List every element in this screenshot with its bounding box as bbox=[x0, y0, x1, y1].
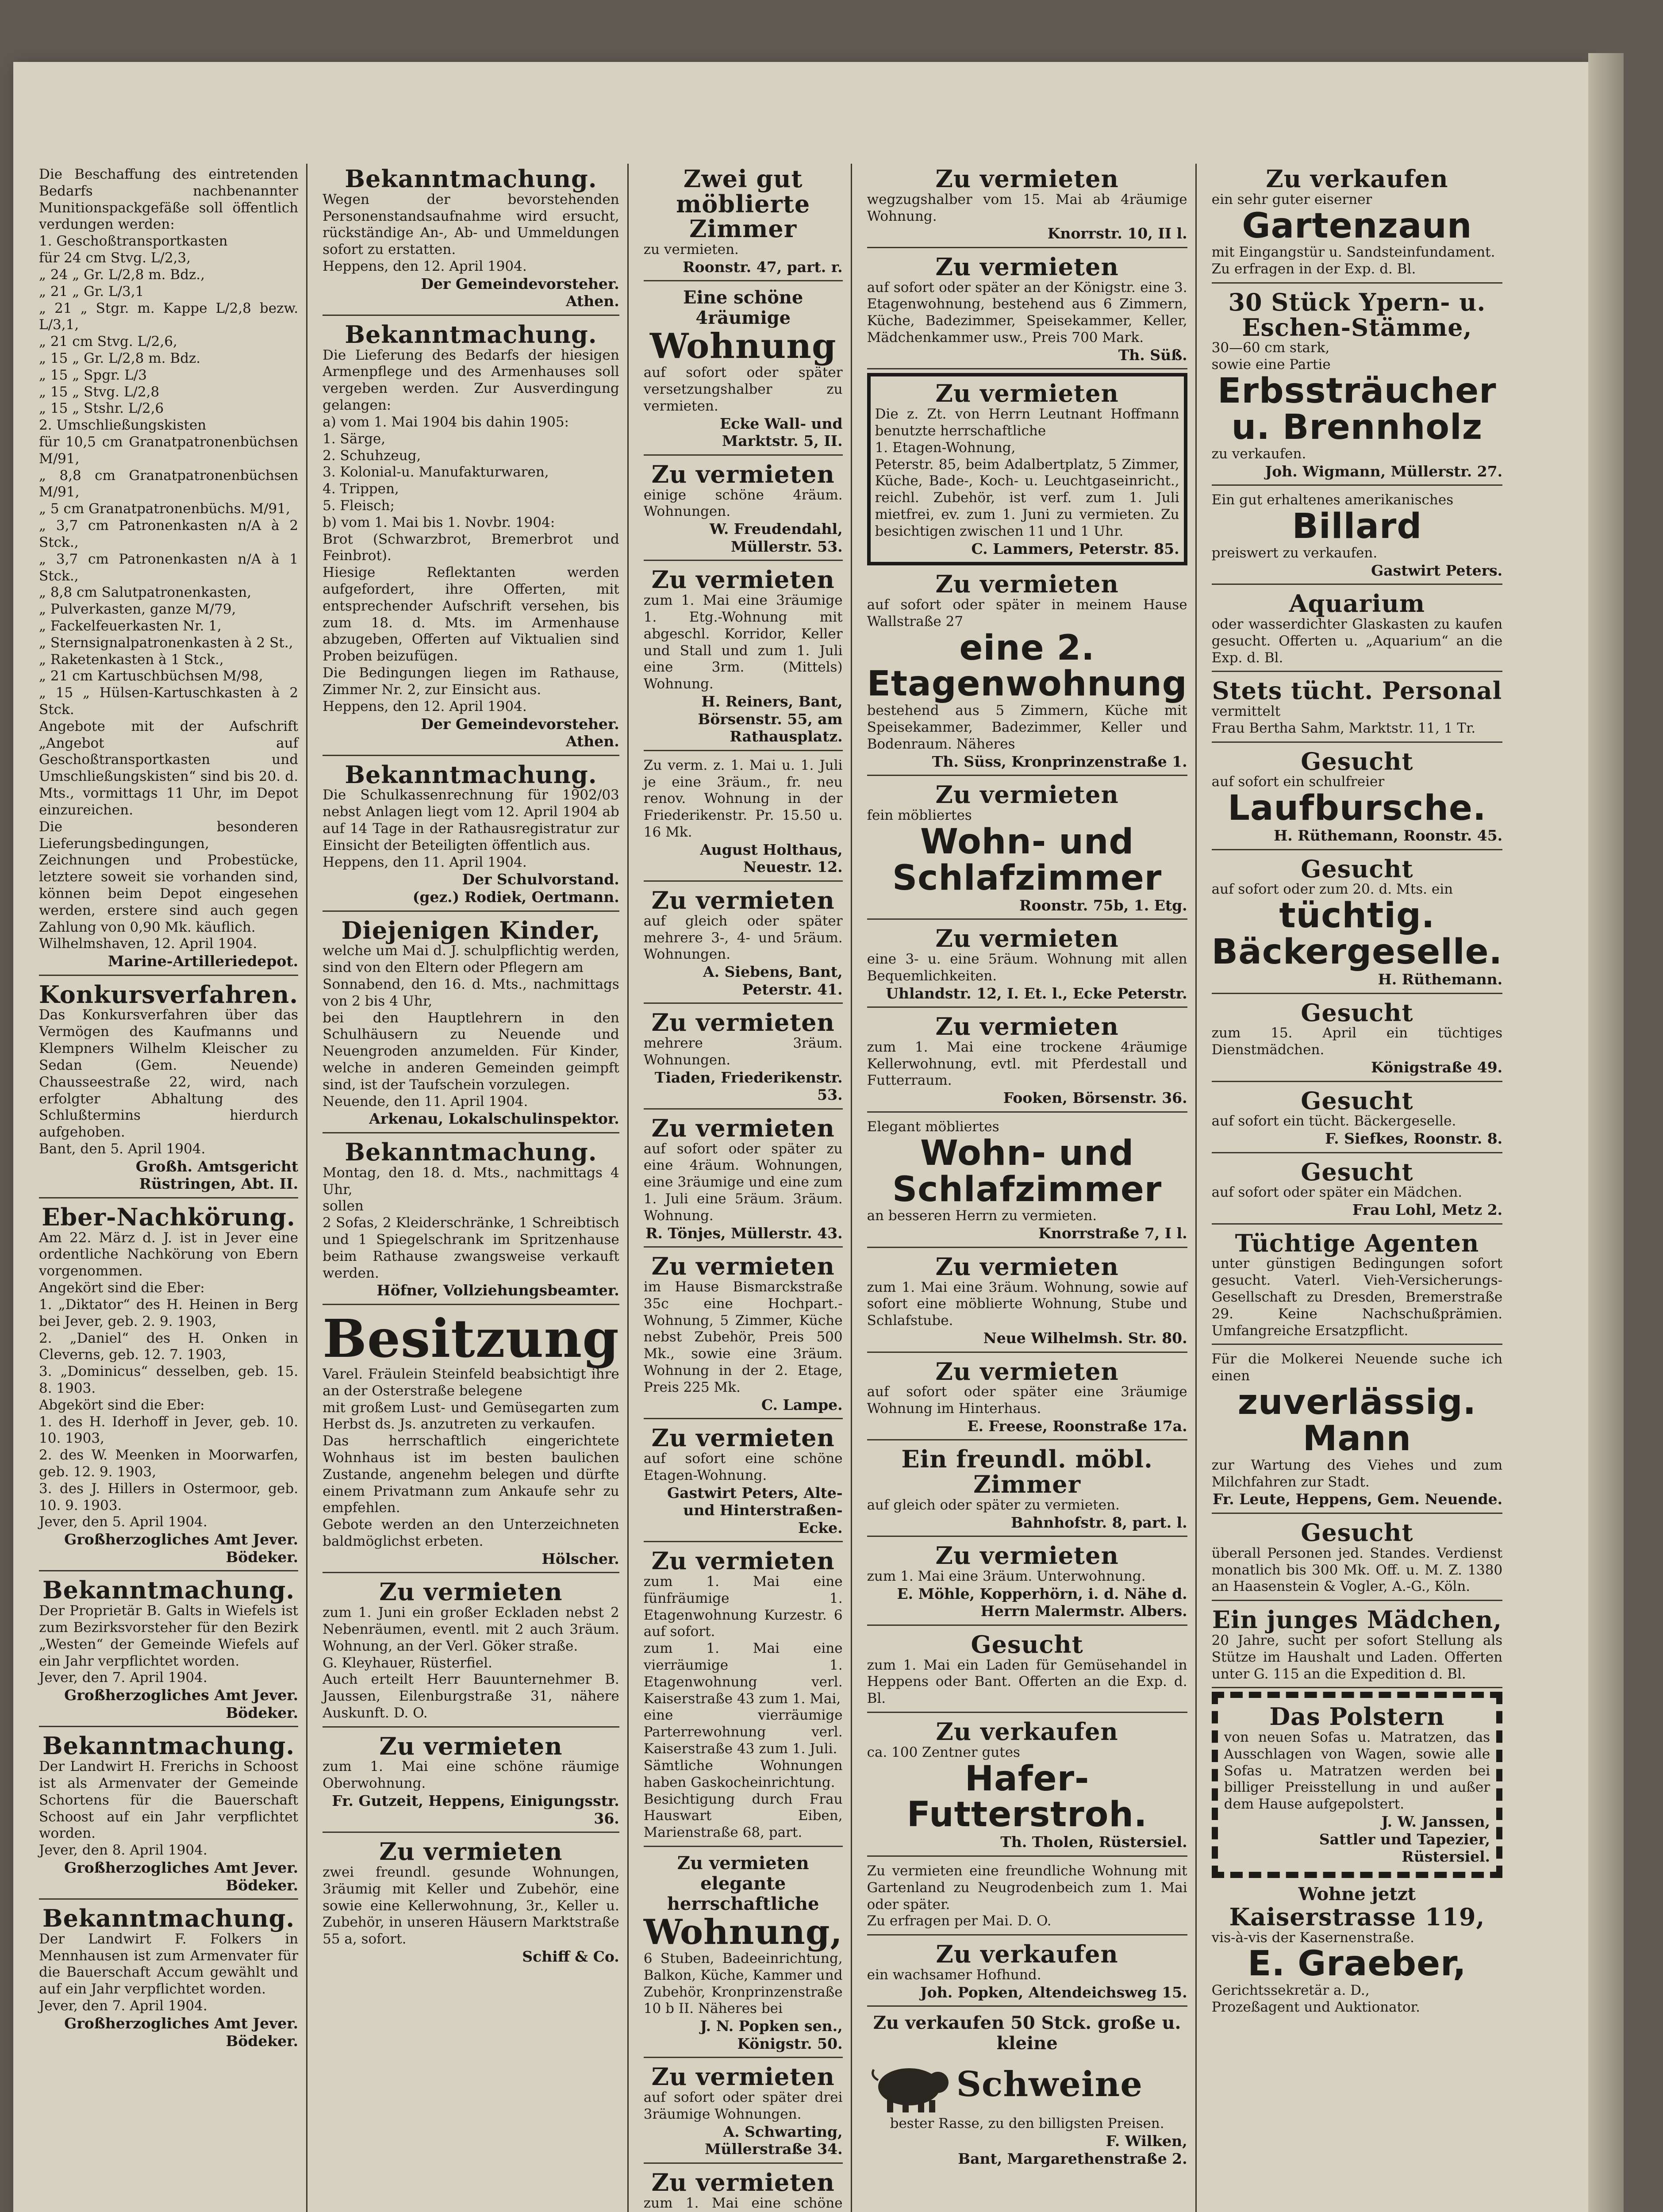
ad-headline: Gesucht bbox=[1301, 1086, 1413, 1115]
ad-headline: Zu vermieten bbox=[651, 1008, 835, 1037]
advertisement bbox=[867, 373, 1187, 565]
ad-body: auf sofort ein schulfreier bbox=[1211, 774, 1385, 790]
ad-headline: Gesucht bbox=[1301, 1157, 1413, 1186]
ad-signature: August Holthaus, Neuestr. 12. bbox=[700, 841, 843, 876]
advertisement bbox=[323, 760, 619, 912]
ad-signature: Großherzogliches Amt Jever. Bödeker. bbox=[64, 1859, 299, 1894]
ad-headline: Kaiserstrasse 119, bbox=[1229, 1902, 1485, 1931]
ad-headline: Eber-Nachkörung. bbox=[42, 1202, 296, 1231]
ad-feature-line: Wohn- und Schlafzimmer bbox=[892, 822, 1162, 898]
ad-signature: E. Freese, Roonstraße 17a. bbox=[967, 1417, 1187, 1435]
ad-signature: Gastwirt Peters. bbox=[1371, 561, 1503, 579]
ad-body: auf sofort eine schöne Etagen-Wohnung. bbox=[643, 1450, 843, 1483]
ad-headline: Schweine bbox=[956, 2064, 1143, 2105]
ad-signature: C. Lammers, Peterstr. 85. bbox=[971, 540, 1179, 557]
ad-body: zwei freundl. gesunde Wohnungen, 3räumig mit Keller und Zubehör, eine sowie eine Kellerwohnung, 3r., Keller u. Zubehör, in unseren Häusern Marktstraße 55 a, sofort. bbox=[323, 1864, 619, 1947]
ad-signature: Ecke Wall- und Marktstr. 5, II. bbox=[720, 415, 843, 450]
advertisement bbox=[1212, 1348, 1503, 1514]
ad-feature-line: E. Graeber, bbox=[1248, 1944, 1467, 1984]
ad-signature: F. Wilken, Bant, Margarethenstraße 2. bbox=[958, 2132, 1187, 2167]
advertisement bbox=[644, 1007, 843, 1110]
advertisement bbox=[39, 1731, 298, 1900]
ad-body: bester Rasse, zu den billigsten Preisen. bbox=[890, 2116, 1164, 2132]
ad-headline: Zu vermieten bbox=[379, 1732, 563, 1760]
advertisement bbox=[644, 1113, 843, 1248]
ad-headline: Ein freundl. möbl. Zimmer bbox=[901, 1445, 1153, 1499]
advertisement bbox=[644, 2167, 843, 2212]
advertisement bbox=[867, 1116, 1187, 1248]
advertisement bbox=[1212, 1086, 1503, 1153]
ad-signature: Roonstr. 47, part. r. bbox=[683, 258, 843, 276]
advertisement bbox=[867, 1011, 1187, 1113]
ad-headline: Zu vermieten bbox=[651, 565, 835, 594]
column-2 bbox=[319, 164, 629, 2212]
advertisement bbox=[323, 1577, 619, 1727]
ad-headline: Gesucht bbox=[971, 1630, 1083, 1659]
advertisement bbox=[867, 164, 1187, 248]
advertisement bbox=[867, 252, 1187, 370]
ad-body: Der Proprietär B. Galts in Wiefels ist zum Bezirksvorsteher für den Bezirk „Westen“ der Gemeinde Wiefels auf ein Jahr verpflichtet worden. Jever, den 7. April 1904. bbox=[39, 1603, 299, 1686]
ad-signature: Fr. Leute, Heppens, Gem. Neuende. bbox=[1212, 1490, 1503, 1508]
ad-body: von neuen Sofas u. Matratzen, das Ausschlagen von Wagen, sowie alle Sofas u. Matratzen werden bei billiger Preisstellung in und außer dem Hause aufgepolstert. bbox=[1224, 1729, 1490, 1813]
advertisement bbox=[644, 1251, 843, 1419]
ad-headline: Bekanntmachung. bbox=[42, 1732, 295, 1760]
ad-headline: Zu vermieten bbox=[935, 780, 1119, 809]
ad-headline: Tüchtige Agenten bbox=[1235, 1229, 1479, 1257]
advertisement bbox=[323, 1731, 619, 1833]
ad-body: wegzugshalber vom 15. Mai ab 4räumige Wohnung. bbox=[867, 191, 1187, 224]
ad-signature: Großherzogliches Amt Jever. Bödeker. bbox=[64, 1531, 299, 1566]
ad-headline: Zu vermieten bbox=[379, 1578, 563, 1606]
advertisement bbox=[867, 1629, 1187, 1713]
ad-body: zum 15. April ein tüchtiges Dienstmädchen. bbox=[1211, 1025, 1503, 1058]
advertisement bbox=[1212, 164, 1503, 284]
ad-body: Ein gut erhaltenes amerikanisches bbox=[1211, 492, 1454, 508]
ad-body: Für die Molkerei Neuende suche ich einen bbox=[1211, 1351, 1503, 1384]
advertisement bbox=[1212, 676, 1503, 742]
advertisement bbox=[867, 923, 1187, 1008]
advertisement bbox=[1212, 1228, 1503, 1345]
advertisement bbox=[867, 569, 1187, 776]
advertisement bbox=[1212, 287, 1503, 486]
ad-signature: Großherzogliches Amt Jever. Bödeker. bbox=[64, 2014, 299, 2050]
advertisement bbox=[323, 1309, 619, 1573]
ad-headline: Das Polstern bbox=[1269, 1702, 1445, 1731]
ad-body: zum 1. Juni ein großer Eckladen nebst 2 Nebenräumen, eventl. mit 2 auch 3räum. Wohnung, an der Verl. Göker straße. G. Kleyhauer, Rüsterfiel. Auch erteilt Herr Bauunternehmer B. Jaussen, Eilenburgstraße 31, nähere Auskunft. D. O. bbox=[323, 1605, 619, 1721]
ad-columns bbox=[35, 164, 1566, 2212]
ad-body: zum 1. Mai ein Laden für Gemüsehandel in Heppens oder Bant. Offerten an die Exp. d. Bl. bbox=[867, 1657, 1187, 1707]
ad-headline: Zu vermieten bbox=[651, 1114, 835, 1142]
advertisement bbox=[644, 1546, 843, 1847]
advertisement bbox=[39, 164, 298, 976]
ad-headline: Zu vermieten bbox=[935, 1012, 1119, 1041]
ad-signature: Der Schulvorstand. (gez.) Rodiek, Oertmann. bbox=[412, 871, 619, 906]
ad-intro: Zu vermieten elegante herrschaftliche bbox=[667, 1852, 819, 1914]
advertisement bbox=[1212, 1517, 1503, 1601]
ad-signature: Frau Lohl, Metz 2. bbox=[1352, 1201, 1503, 1219]
ad-signature: A. Schwarting, Müllerstraße 34. bbox=[705, 2123, 843, 2158]
advertisement bbox=[1212, 746, 1503, 850]
ad-body: einige schöne 4räum. Wohnungen. bbox=[643, 487, 843, 520]
ad-signature: Königstraße 49. bbox=[1371, 1058, 1503, 1076]
ad-body-continued: zu verkaufen. bbox=[1211, 445, 1306, 462]
ad-signature: Knorrstraße 7, I l. bbox=[1038, 1225, 1187, 1242]
pig-icon bbox=[867, 2054, 951, 2116]
ad-body: auf sofort oder später in meinem Hause Wallstraße 27 bbox=[867, 596, 1187, 630]
ad-body: auf sofort oder später eine 3räumige Wohnung im Hinterhaus. bbox=[867, 1384, 1187, 1417]
ad-headline: Zu verkaufen bbox=[1266, 165, 1448, 193]
ad-headline: Zu vermieten bbox=[651, 460, 835, 488]
newspaper-page bbox=[13, 62, 1588, 2212]
advertisement bbox=[867, 1939, 1187, 2007]
ad-feature-line: tüchtig. Bäckergeselle. bbox=[1211, 896, 1503, 972]
ad-signature: Höfner, Vollziehungsbeamter. bbox=[376, 1282, 619, 1299]
ad-body-continued: Gerichtssekretär a. D., Prozeßagent und Auktionator. bbox=[1211, 1982, 1420, 2016]
ad-signature: Bahnhofstr. 8, part. l. bbox=[1010, 1513, 1187, 1531]
ad-intro: Zu verkaufen 50 Stck. große u. kleine bbox=[873, 2012, 1181, 2054]
ad-signature: Th. Tholen, Rüstersiel. bbox=[1000, 1833, 1187, 1851]
advertisement bbox=[644, 885, 843, 1004]
ad-feature-line: zuverlässig. Mann bbox=[1237, 1382, 1477, 1459]
ad-signature: Joh. Wigmann, Müllerstr. 27. bbox=[1265, 462, 1503, 480]
ad-body: ein sehr guter eiserner bbox=[1211, 191, 1372, 207]
ad-signature: Joh. Popken, Altendeichsweg 15. bbox=[920, 1983, 1187, 2001]
advertisement bbox=[39, 1575, 298, 1727]
advertisement bbox=[323, 1137, 619, 1305]
ad-signature: W. Freudendahl, Müllerstr. 53. bbox=[709, 520, 843, 555]
advertisement bbox=[323, 164, 619, 316]
ad-body: Am 22. März d. J. ist in Jever eine ordentliche Nachkörung von Ebern vorgenommen. Angekört sind die Eber: 1. „Diktator“ des H. Heinen in Berg bei Jever, geb. 2. 9. 1903, 2. „Daniel“ des H. Onken in Cleverns, geb. 12. 7. 1903, 3. „Dominicus“ desselben, geb. 15. 8. 1903. Abgekört sind die Eber: 1. des H. Iderhoff in Jever, geb. 10. 10. 1903, 2. des W. Meenken in Moorwarfen, geb. 12. 9. 1903, 3. des J. Hillers in Ostermoor, geb. 10. 9. 1903. Jever, den 5. April 1904. bbox=[39, 1229, 299, 1530]
ad-body: überall Personen jed. Standes. Verdienst monatlich bis 300 Mk. Off. u. M. Z. 1380 an Haasenstein & Vogler, A.-G., Köln. bbox=[1211, 1545, 1503, 1595]
advertisement bbox=[1212, 489, 1503, 585]
ad-headline: Bekanntmachung. bbox=[345, 760, 597, 789]
ad-body: zum 1. Mai eine 3räum. Unterwohnung. bbox=[867, 1568, 1146, 1584]
ad-headline: Aquarium bbox=[1289, 589, 1425, 618]
ad-body: welche um Mai d. J. schulpflichtig werden, sind von den Eltern oder Pflegern am Sonnabend, den 16. d. Mts., nachmittags von 2 bis 4 Uhr, bei den Hauptlehrern in den Schulhäusern zu Neuende und Neuengroden anzumelden. Für Kinder, welche in anderen Gemeinden geimpft sind, ist der Taufschein vorzulegen. Neuende, den 11. April 1904. bbox=[323, 943, 619, 1110]
ad-headline: Ein junges Mädchen, bbox=[1212, 1605, 1502, 1634]
advertisement bbox=[867, 1356, 1187, 1441]
ad-body: zum 1. Mai eine schöne räumige Oberwohnung. bbox=[323, 1759, 619, 1792]
ad-signature: Der Gemeindevorsteher. Athen. bbox=[421, 275, 619, 310]
advertisement bbox=[1212, 1882, 1503, 2020]
ad-headline: Zu vermieten bbox=[379, 1837, 563, 1866]
ad-body: vermittelt Frau Bertha Sahm, Marktstr. 11, 1 Tr. bbox=[1211, 703, 1476, 736]
ad-body: Die Beschaffung des eintretenden Bedarfs nachbenannter Munitionspackgefäße soll öffentlich verdungen werden: 1. Geschoßtransportkasten für 24 cm Stvg. L/2,3, „ 24 „ Gr. L/2,8 m. Bdz., „ 21 „ Gr. L/3,1 „ 21 „ Stgr. m. Kappe L/2,8 bezw. L/3,1, „ 21 cm Stvg. L/2,6, „ 15 „ Gr. L/2,8 m. Bdz. „ 15 „ Spgr. L/3 „ 15 „ Stvg. L/2,8 „ 15 „ Stshr. L/2,6 2. Umschließungskisten für 10,5 cm Granatpatronenbüchsen M/91, „ 8,8 cm Granatpatronenbüchsen M/91, „ 5 cm Granatpatronenbüchs. M/91, „ 3,7 cm Patronenkasten n/A à 2 Stck., „ 3,7 cm Patronenkasten n/A à 1 Stck., „ 8,8 cm Salutpatronenkasten, „ Pulverkasten, ganze M/79, „ Fackelfeuerkasten Nr. 1, „ Sternsignalpatronenkasten à 2 St., „ Raketenkasten à 1 Stck., „ 21 cm Kartuschbüchsen M/98, „ 15 „ Hülsen-Kartuschkasten à 2 Stck. Angebote mit der Aufschrift „Angebot auf Geschoßtransportkasten und Umschließungskisten“ sind bis 20. d. Mts., vormittags 11 Uhr, im Depot einzureichen. Die besonderen Lieferungsbedingungen, Zeichnungen und Probestücke, letztere soweit sie vorhanden sind, können beim Depot eingesehen werden, erstere sind auch gegen Zahlung von 0,90 Mk. käuflich. Wilhelmshaven, 12. April 1904. bbox=[39, 166, 299, 952]
ad-body: auf sofort ein tücht. Bäckergeselle. bbox=[1211, 1113, 1456, 1129]
ad-headline: Bekanntmachung. bbox=[345, 165, 597, 193]
advertisement bbox=[39, 1202, 298, 1572]
advertisement bbox=[644, 1851, 843, 2058]
ad-headline: Besitzung bbox=[323, 1308, 619, 1369]
ad-body: auf gleich oder später zu vermieten. bbox=[867, 1497, 1120, 1513]
ad-headline: Zu vermieten bbox=[651, 886, 835, 915]
advertisement bbox=[39, 1903, 298, 2054]
ad-signature: Fr. Gutzeit, Heppens, Einigungsstr. 36. bbox=[332, 1792, 619, 1827]
ad-headline: Zu vermieten bbox=[935, 1541, 1119, 1570]
ad-body: eine 3- u. eine 5räum. Wohnung mit allen Bequemlichkeiten. bbox=[867, 951, 1187, 984]
column-4 bbox=[864, 164, 1197, 2212]
ad-body-continued: bestehend aus 5 Zimmern, Küche mit Speisekammer, Badezimmer, Keller und Bodenraum. Näheres bbox=[867, 703, 1187, 752]
ad-signature: F. Siefkes, Roonstr. 8. bbox=[1325, 1130, 1503, 1148]
ad-feature-line: Hafer-Futterstroh. bbox=[906, 1759, 1148, 1835]
advertisement bbox=[644, 755, 843, 882]
ad-headline: Gesucht bbox=[1301, 854, 1413, 883]
ad-body: ein wachsamer Hofhund. bbox=[867, 1966, 1041, 1983]
ad-headline: Bekanntmachung. bbox=[345, 1138, 597, 1167]
advertisement bbox=[644, 285, 843, 456]
ad-body: auf sofort oder später zu eine 4räum. Wohnungen, eine 3räumige und eine zum 1. Juli eine 5räum. 3räum. Wohnung. bbox=[643, 1141, 843, 1224]
ad-body: unter günstigen Bedingungen sofort gesucht. Vaterl. Vieh-Versicherungs-Gesellschaft zu Dresden, Bremerstraße 29. Keine Nachschußprämien. Umfangreiche Ersatzpflicht. bbox=[1211, 1256, 1503, 1339]
ad-headline: Bekanntmachung. bbox=[42, 1576, 295, 1605]
ad-signature: Der Gemeindevorsteher. Athen. bbox=[421, 715, 619, 750]
ad-headline: Zu vermieten bbox=[935, 1252, 1119, 1281]
advertisement bbox=[867, 2010, 1187, 2172]
ad-body: fein möbliertes bbox=[867, 807, 972, 824]
ad-body: vis-à-vis der Kasernenstraße. bbox=[1211, 1929, 1415, 1946]
ad-feature-line: Wohn- und Schlafzimmer bbox=[892, 1133, 1162, 1210]
advertisement bbox=[644, 2062, 843, 2164]
ad-signature: H. Rüthemann, Roonstr. 45. bbox=[1274, 827, 1503, 845]
ad-headline: Bekanntmachung. bbox=[42, 1904, 295, 1933]
ad-body: auf sofort oder später an der Königstr. eine 3. Etagenwohnung, bestehend aus 6 Zimmern, Küche, Badezimmer, Speisekammer, Keller, Mädchenkammer usw., Preis 700 Mark. bbox=[867, 279, 1187, 346]
ad-headline: Zu vermieten bbox=[651, 1424, 835, 1452]
ad-body: zum 1. Mai eine trockene 4räumige Kellerwohnung, evtl. mit Pferdestall und Futterraum. bbox=[867, 1039, 1187, 1089]
ad-headline: Zu verkaufen bbox=[936, 1717, 1118, 1746]
ad-headline: Zu vermieten bbox=[935, 165, 1119, 193]
ad-signature: C. Lampe. bbox=[761, 1396, 843, 1413]
ad-signature: Arkenau, Lokalschulinspektor. bbox=[369, 1110, 619, 1128]
ad-body: Montag, den 18. d. Mts., nachmittags 4 Uhr, sollen 2 Sofas, 2 Kleiderschränke, 1 Schreibtisch und 1 Spiegelschrank im Spritzenhause beim Rathause zwangsweise verkauft werden. bbox=[323, 1164, 619, 1281]
ad-body: Die Schulkassenrechnung für 1902/03 nebst Anlagen liegt vom 12. April 1904 ab auf 14 Tage in der Rathausregistratur zur Einsicht der Beteiligten öffentlich aus. Heppens, den 11. April 1904. bbox=[323, 787, 619, 870]
advertisement bbox=[39, 979, 298, 1198]
ad-signature: Großh. Amtsgericht Rüstringen, Abt. II. bbox=[135, 1157, 299, 1193]
ad-headline: Zu verkaufen bbox=[936, 1940, 1118, 1969]
ad-intro: Eine schöne 4räumige bbox=[683, 287, 803, 329]
ad-headline: Stets tücht. Personal bbox=[1212, 676, 1502, 705]
ad-headline: Diejenigen Kinder, bbox=[341, 916, 601, 945]
ad-signature: R. Tönjes, Müllerstr. 43. bbox=[645, 1224, 843, 1242]
ad-signature: Gastwirt Peters, Alte- und Hinterstraßen-Ecke. bbox=[667, 1484, 843, 1536]
ad-body-continued: preiswert zu verkaufen. bbox=[1211, 545, 1378, 561]
ad-headline: Wohnung bbox=[649, 326, 837, 367]
column-1 bbox=[35, 164, 307, 2212]
ad-signature: Marine-Artilleriedepot. bbox=[108, 952, 299, 970]
advertisement bbox=[323, 915, 619, 1133]
ad-headline: Konkursverfahren. bbox=[39, 980, 299, 1009]
ad-signature: Roonstr. 75b, 1. Etg. bbox=[1019, 896, 1187, 914]
ad-signature: Th. Süss, Kronprinzenstraße 1. bbox=[932, 753, 1187, 770]
advertisement bbox=[1212, 1692, 1503, 1878]
ad-headline: Gesucht bbox=[1301, 998, 1413, 1027]
ad-body: Der Landwirt F. Folkers in Mennhausen ist zum Armenvater für die Bauerschaft Accum gewählt und auf ein Jahr verpflichtet worden. Jever, den 7. April 1904. bbox=[39, 1931, 299, 2014]
ad-signature: J. W. Janssen, Sattler und Tapezier, Rüstersiel. bbox=[1319, 1813, 1490, 1866]
advertisement bbox=[867, 1252, 1187, 1353]
ad-signature: Fooken, Börsenstr. 36. bbox=[1003, 1089, 1187, 1107]
ad-feature-line: Billard bbox=[1292, 507, 1422, 547]
ad-signature: Schiff & Co. bbox=[522, 1948, 619, 1966]
advertisement bbox=[644, 565, 843, 751]
ad-body: auf sofort oder später drei 3räumige Wohnungen. bbox=[643, 2089, 843, 2122]
ad-body: Wegen der bevorstehenden Personenstandsaufnahme wird ersucht, rückständige An-, Ab- und Ummeldungen sofort zu erstatten. Heppens, den 12. April 1904. bbox=[323, 191, 619, 274]
advertisement bbox=[644, 164, 843, 281]
ad-body: im Hause Bismarckstraße 35c eine Hochpart.-Wohnung, 5 Zimmer, Küche nebst Zubehör, Preis 500 Mk., sowie eine 3räum. Wohnung in der 2. Etage, Preis 225 Mk. bbox=[643, 1279, 843, 1395]
ad-body: Zu verm. z. 1. Mai u. 1. Juli je eine 3räum., fr. neu renov. Wohnung in der Friederikenstr. Pr. 15.50 u. 16 Mk. bbox=[643, 757, 843, 841]
advertisement bbox=[323, 319, 619, 756]
ad-body: Die Lieferung des Bedarfs der hiesigen Armenpflege und des Armenhauses soll vergeben werden. Zur Ausverdingung gelangen: a) vom 1. Mai 1904 bis dahin 1905: 1. Särge, 2. Schuhzeug, 3. Kolonial-u. Manufakturwaren, 4. Trippen, 5. Fleisch; b) vom 1. Mai bis 1. Novbr. 1904: Brot (Schwarzbrot, Bremerbrot und Feinbrot). Hiesige Reflektanten werden aufgefordert, ihre Offerten, mit entsprechender Aufschrift versehen, bis zum 18. d. Mts. im Armenhause abzugeben, Offerten auf Viktualien sind Proben beizufügen. Die Bedingungen liegen im Rathause, Zimmer Nr. 2, zur Einsicht aus. Heppens, den 12. April 1904. bbox=[323, 347, 619, 714]
ad-intro: Wohne jetzt bbox=[1298, 1883, 1416, 1905]
pig-illustration-row bbox=[867, 2054, 1187, 2116]
ad-body: ca. 100 Zentner gutes bbox=[867, 1744, 1020, 1760]
ad-body: oder wasserdichter Glaskasten zu kaufen gesucht. Offerten u. „Aquarium“ an die Exp. d. Bl. bbox=[1211, 616, 1503, 666]
advertisement bbox=[867, 1444, 1187, 1537]
ad-body: zum 1. Mai eine fünfräumige 1. Etagenwohnung Kurzestr. 6 auf sofort. zum 1. Mai eine vierräumige 1. Etagenwohnung verl. Kaiserstraße 43 zum 1. Mai, eine vierräumige Parterrewohnung verl. Kaiserstraße 43 zum 1. Juli. Sämtliche Wohnungen haben Gaskocheinrichtung. Besichtigung durch Frau Hauswart Eiben, Marienstraße 68, part. bbox=[643, 1573, 843, 1841]
advertisement bbox=[1212, 998, 1503, 1082]
ad-signature: H. Reiners, Bant, Börsenstr. 55, am Rathausplatz. bbox=[698, 693, 843, 745]
ad-body: 30—60 cm stark, sowie eine Partie bbox=[1211, 340, 1331, 373]
ad-body: Der Landwirt H. Frerichs in Schoost ist als Armenvater der Gemeinde Schortens für die Bauerschaft Schoost auf ein Jahr verpflichtet worden. Jever, den 8. April 1904. bbox=[39, 1759, 299, 1859]
ad-body: 6 Stuben, Badeeinrichtung, Balkon, Küche, Kammer und Zubehör, Kronprinzenstraße 10 b II. Näheres bei bbox=[643, 1950, 843, 2017]
advertisement bbox=[1212, 1605, 1503, 1688]
ad-headline: Zu vermieten bbox=[935, 570, 1119, 599]
ad-body: auf sofort oder später versetzungshalber zu vermieten. bbox=[643, 365, 843, 414]
ad-body: Elegant möbliertes bbox=[867, 1118, 999, 1135]
advertisement bbox=[1212, 588, 1503, 672]
ad-headline: Zu vermieten bbox=[935, 379, 1119, 408]
ad-headline: Gesucht bbox=[1301, 747, 1413, 776]
ad-headline: Zu vermieten bbox=[651, 1252, 835, 1281]
advertisement bbox=[1212, 1157, 1503, 1225]
ad-headline: Gesucht bbox=[1301, 1518, 1413, 1547]
ad-headline: Wohnung, bbox=[643, 1912, 843, 1952]
ad-body: zum 1. Mai eine schöne bbox=[643, 2195, 843, 2211]
advertisement bbox=[323, 1836, 619, 1970]
advertisement bbox=[867, 1717, 1187, 1857]
ad-signature: Neue Wilhelmsh. Str. 80. bbox=[983, 1329, 1187, 1347]
ad-headline: Zu vermieten bbox=[935, 252, 1119, 281]
advertisement bbox=[867, 780, 1187, 920]
ad-signature: A. Siebens, Bant, Peterstr. 41. bbox=[703, 963, 843, 998]
advertisement bbox=[1212, 854, 1503, 994]
ad-signature: E. Möhle, Kopperhörn, i. d. Nähe d. Herrn Malermstr. Albers. bbox=[897, 1585, 1187, 1620]
ad-body: zum 1. Mai eine 3räum. Wohnung, sowie auf sofort eine möblierte Wohnung, Stube und Schlafstube. bbox=[867, 1279, 1187, 1329]
ad-headline: Bekanntmachung. bbox=[345, 320, 597, 349]
ad-body: Das Konkursverfahren über das Vermögen des Kaufmanns und Klempners Wilhelm Kleischer zu Sedan (Gem. Neuende) Chausseestraße 22, wird, nach erfolgter Abhaltung des Schlußtermins hierdurch aufgehoben. Bant, den 5. April 1904. bbox=[39, 1007, 299, 1157]
ad-headline: Zu vermieten bbox=[935, 1357, 1119, 1386]
ad-signature: Uhlandstr. 12, I. Et. l., Ecke Peterstr. bbox=[886, 984, 1187, 1002]
ad-body: auf gleich oder später mehrere 3-, 4- und 5räum. Wohnungen. bbox=[643, 913, 843, 963]
ad-body: Zu vermieten eine freundliche Wohnung mit Gartenland zu Neugrodenbeich zum 1. Mai oder später. Zu erfragen per Mai. D. O. bbox=[867, 1863, 1187, 1929]
ad-signature: Tiaden, Friederikenstr. 53. bbox=[654, 1068, 843, 1104]
advertisement bbox=[644, 1423, 843, 1542]
ad-body: auf sofort oder später ein Mädchen. bbox=[1211, 1184, 1463, 1201]
ad-body: zu vermieten. bbox=[643, 242, 739, 258]
ad-signature: Knorrstr. 10, II l. bbox=[1047, 225, 1187, 242]
ad-signature: Großherzogliches Amt Jever. Bödeker. bbox=[64, 1686, 299, 1721]
ad-feature-line: eine 2. Etagenwohnung bbox=[867, 628, 1187, 704]
ad-headline: Zu vermieten bbox=[651, 2168, 835, 2197]
ad-body: 20 Jahre, sucht per sofort Stellung als Stütze im Haushalt und Laden. Offerten unter G. 115 an die Expedition d. Bl. bbox=[1211, 1632, 1503, 1682]
ad-body: zum 1. Mai eine 3räumige 1. Etg.-Wohnung mit abgeschl. Korridor, Keller und Stall und zum 1. Juli eine 3rm. (Mittels) Wohnung. bbox=[643, 592, 843, 692]
ad-signature: Th. Süß. bbox=[1118, 346, 1187, 364]
advertisement bbox=[644, 459, 843, 561]
column-5 bbox=[1208, 164, 1511, 2212]
ad-body: Varel. Fräulein Steinfeld beabsichtigt ihre an der Osterstraße belegene mit großem Lust- und Gemüsegarten zum Herbst ds. Js. anzutreten zu verkaufen. Das herrschaftlich eingerichtete Wohnhaus ist im besten baulichen Zustande, angenehm belegen und dürfte einem Privatmann zum Ankaufe sehr zu empfehlen. Gebote werden an den Unterzeichneten baldmöglichst erbeten. bbox=[323, 1366, 619, 1550]
ad-signature: J. N. Popken sen., Königstr. 50. bbox=[700, 2017, 843, 2052]
ad-headline: 30 Stück Ypern- u. Eschen-Stämme, bbox=[1228, 288, 1486, 342]
ad-headline: Zu vermieten bbox=[651, 1547, 835, 1575]
ad-feature-line: Gartenzaun bbox=[1242, 206, 1472, 246]
ad-body-continued: mit Eingangstür u. Sandsteinfundament. Zu erfragen in der Exp. d. Bl. bbox=[1211, 244, 1495, 277]
column-3 bbox=[640, 164, 852, 2212]
ad-feature-line: Laufbursche. bbox=[1228, 788, 1486, 829]
ad-body-continued: zur Wartung des Viehes und zum Milchfahren zur Stadt. bbox=[1211, 1457, 1503, 1490]
page-edge bbox=[1588, 53, 1624, 2212]
ad-body: auf sofort oder zum 20. d. Mts. ein bbox=[1211, 881, 1453, 898]
ad-body: mehrere 3räum. Wohnungen. bbox=[643, 1035, 843, 1068]
ad-signature: Hölscher. bbox=[542, 1550, 619, 1567]
ad-signature: H. Rüthemann. bbox=[1378, 971, 1503, 988]
ad-headline: Zwei gut möblierte Zimmer bbox=[676, 165, 810, 243]
ad-body-continued: an besseren Herrn zu vermieten. bbox=[867, 1208, 1097, 1224]
ad-headline: Zu vermieten bbox=[935, 924, 1119, 953]
ad-body: Die z. Zt. von Herrn Leutnant Hoffmann benutzte herrschaftliche 1. Etagen-Wohnung, Peterstr. 85, beim Adalbertplatz, 5 Zimmer, Küche, Bade-, Koch- u. Leuchtgaseinricht., reichl. Zubehör, ist verf. zum 1. Juli mietfrei, ev. zum 1. Juni zu vermieten. Zu besichtigen zwischen 11 und 1 Uhr. bbox=[875, 406, 1179, 539]
ad-feature-line: Erbssträucher u. Brennholz bbox=[1217, 371, 1497, 447]
ad-headline: Zu vermieten bbox=[651, 2062, 835, 2091]
advertisement bbox=[867, 1540, 1187, 1626]
advertisement bbox=[867, 1860, 1187, 1936]
